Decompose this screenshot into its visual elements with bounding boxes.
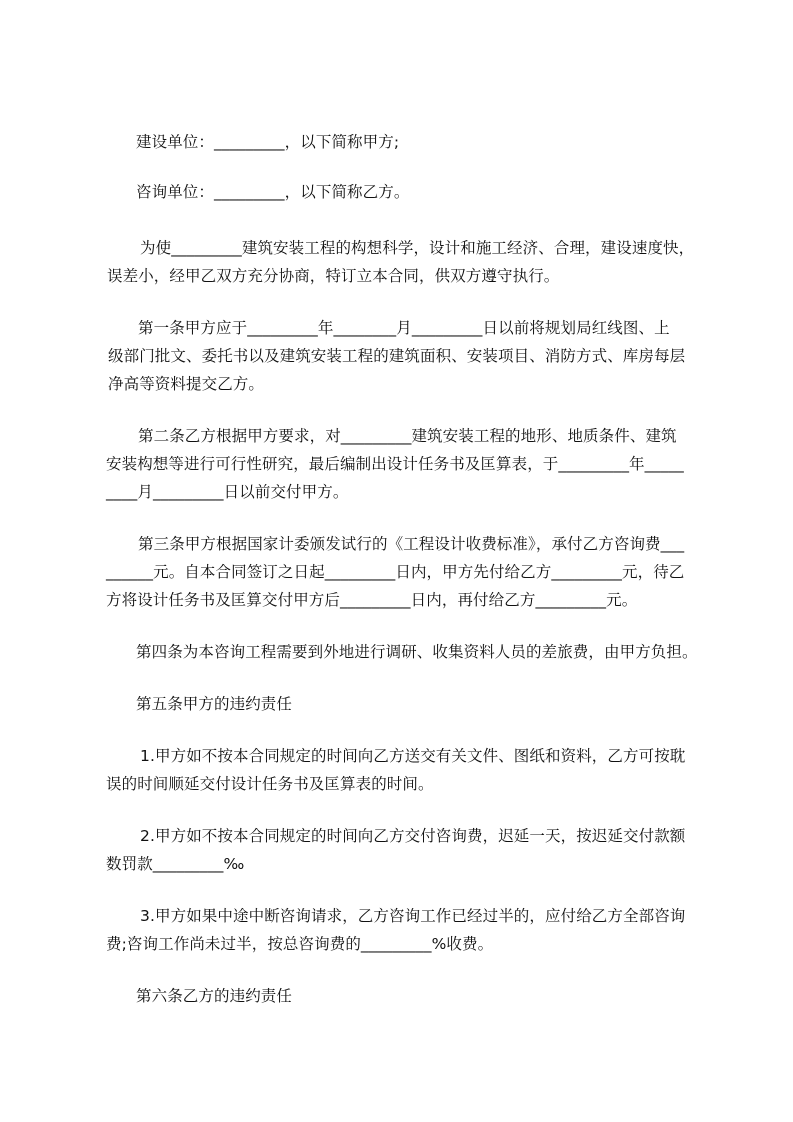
article-6-title: 第六条乙方的违约责任 xyxy=(136,987,293,1005)
article-1-line-3: 净高等资料提交乙方。 xyxy=(108,375,265,393)
article-1-line-2: 级部门批文、委托书以及建筑安装工程的建筑面积、安装项目、消防方式、库房每层 xyxy=(108,347,686,365)
article-3-line-2: ______元。自本合同签订之日起_________日内，甲方先付给乙方_________元，待乙 xyxy=(106,563,685,581)
intro-line-1: 为使_________建筑安装工程的构想科学，设计和施工经济、合理，建设速度快， xyxy=(140,239,695,257)
article-2-line-3: ____月_________日以前交付甲方。 xyxy=(106,483,349,501)
article-4-line: 第四条为本咨询工程需要到外地进行调研、收集资料人员的差旅费，由甲方负担。 xyxy=(136,643,698,661)
item-2-line-2: 数罚款_________‰ xyxy=(106,855,245,873)
party-a-line: 建设单位：_________，以下简称甲方; xyxy=(136,133,400,151)
party-b-line: 咨询单位：_________，以下简称乙方。 xyxy=(136,183,410,201)
article-5-title: 第五条甲方的违约责任 xyxy=(136,695,293,713)
item-1-line-1: 1.甲方如不按本合同规定的时间向乙方送交有关文件、图纸和资料，乙方可按耽 xyxy=(140,747,686,765)
article-3-line-1: 第三条甲方根据国家计委颁发试行的《工程设计收费标准》，承付乙方咨询费___ xyxy=(138,535,685,553)
intro-line-2: 误差小，经甲乙双方充分协商，特订立本合同，供双方遵守执行。 xyxy=(107,267,560,285)
item-1-line-2: 误的时间顺延交付设计任务书及匡算表的时间。 xyxy=(106,775,434,793)
article-2-line-2: 安装构想等进行可行性研究，最后编制出设计任务书及匡算表，于_________年_____ xyxy=(106,455,684,473)
item-3-line-1: 3.甲方如果中途中断咨询请求，乙方咨询工作已经过半的，应付给乙方全部咨询 xyxy=(140,907,686,925)
article-3-line-3: 方将设计任务书及匡算交付甲方后_________日内，再付给乙方_________元。 xyxy=(106,591,638,609)
item-3-line-2: 费;咨询工作尚未过半，按总咨询费的_________%收费。 xyxy=(106,935,494,953)
article-2-line-1: 第二条乙方根据甲方要求，对_________建筑安装工程的地形、地质条件、建筑 xyxy=(138,427,677,445)
article-1-line-1: 第一条甲方应于_________年________月_________日以前将规划局红线图、上 xyxy=(138,319,670,337)
item-2-line-1: 2.甲方如不按本合同规定的时间向乙方交付咨询费，迟延一天，按迟延交付款额 xyxy=(140,827,686,845)
